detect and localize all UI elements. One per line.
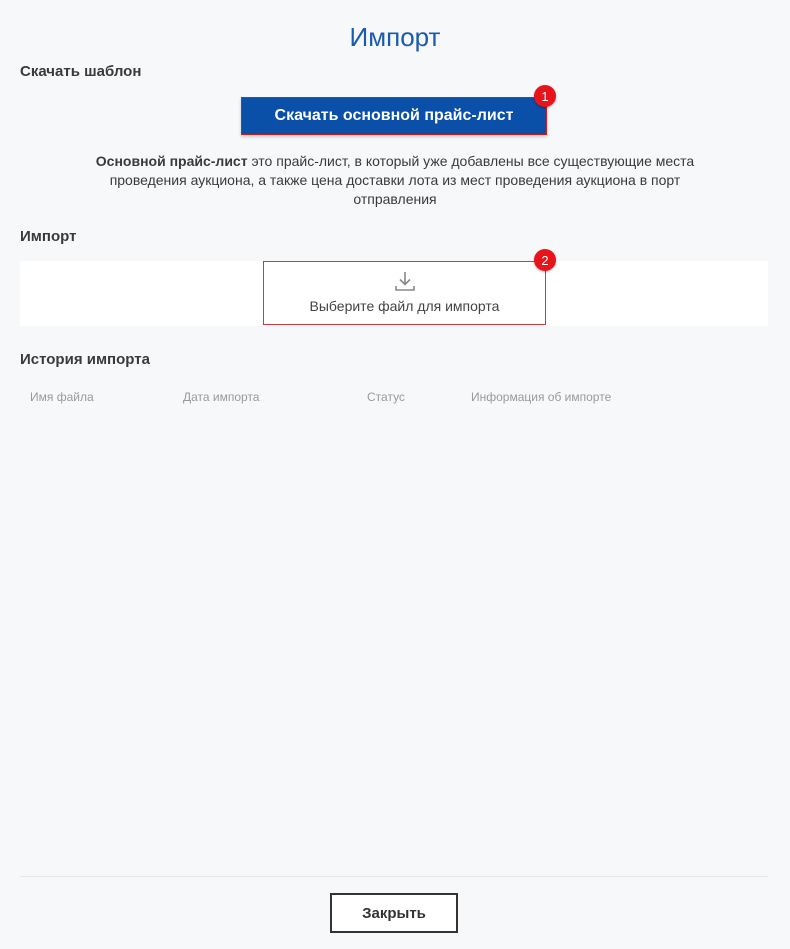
download-icon	[394, 270, 416, 292]
close-button[interactable]: Закрыть	[330, 893, 458, 933]
column-header-import-info[interactable]: Информация об импорте	[471, 390, 612, 404]
download-price-list-button[interactable]: Скачать основной прайс-лист	[241, 97, 547, 135]
column-header-status[interactable]: Статус	[367, 390, 405, 404]
page-title: Импорт	[349, 22, 441, 52]
description-text: это прайс-лист, в который уже добавлены все существующие места проведения аукциона, а также цена доставки лота из мест проведения аукциона в порт отправления	[109, 153, 695, 207]
file-select-dropzone[interactable]	[263, 261, 546, 325]
price-list-description	[70, 152, 720, 209]
import-label: Импорт	[20, 228, 77, 245]
description-bold-term: Основной прайс-лист	[95, 153, 248, 169]
download-template-label: Скачать шаблон	[20, 63, 142, 80]
column-header-import-date[interactable]: Дата импорта	[183, 390, 260, 404]
file-select-label: Выберите файл для импорта	[309, 298, 500, 314]
step-marker-2: 2	[534, 249, 556, 271]
column-header-file-name[interactable]: Имя файла	[30, 390, 94, 404]
footer-divider	[20, 876, 768, 877]
import-history-label: История импорта	[20, 351, 150, 368]
step-marker-1: 1	[534, 85, 556, 107]
